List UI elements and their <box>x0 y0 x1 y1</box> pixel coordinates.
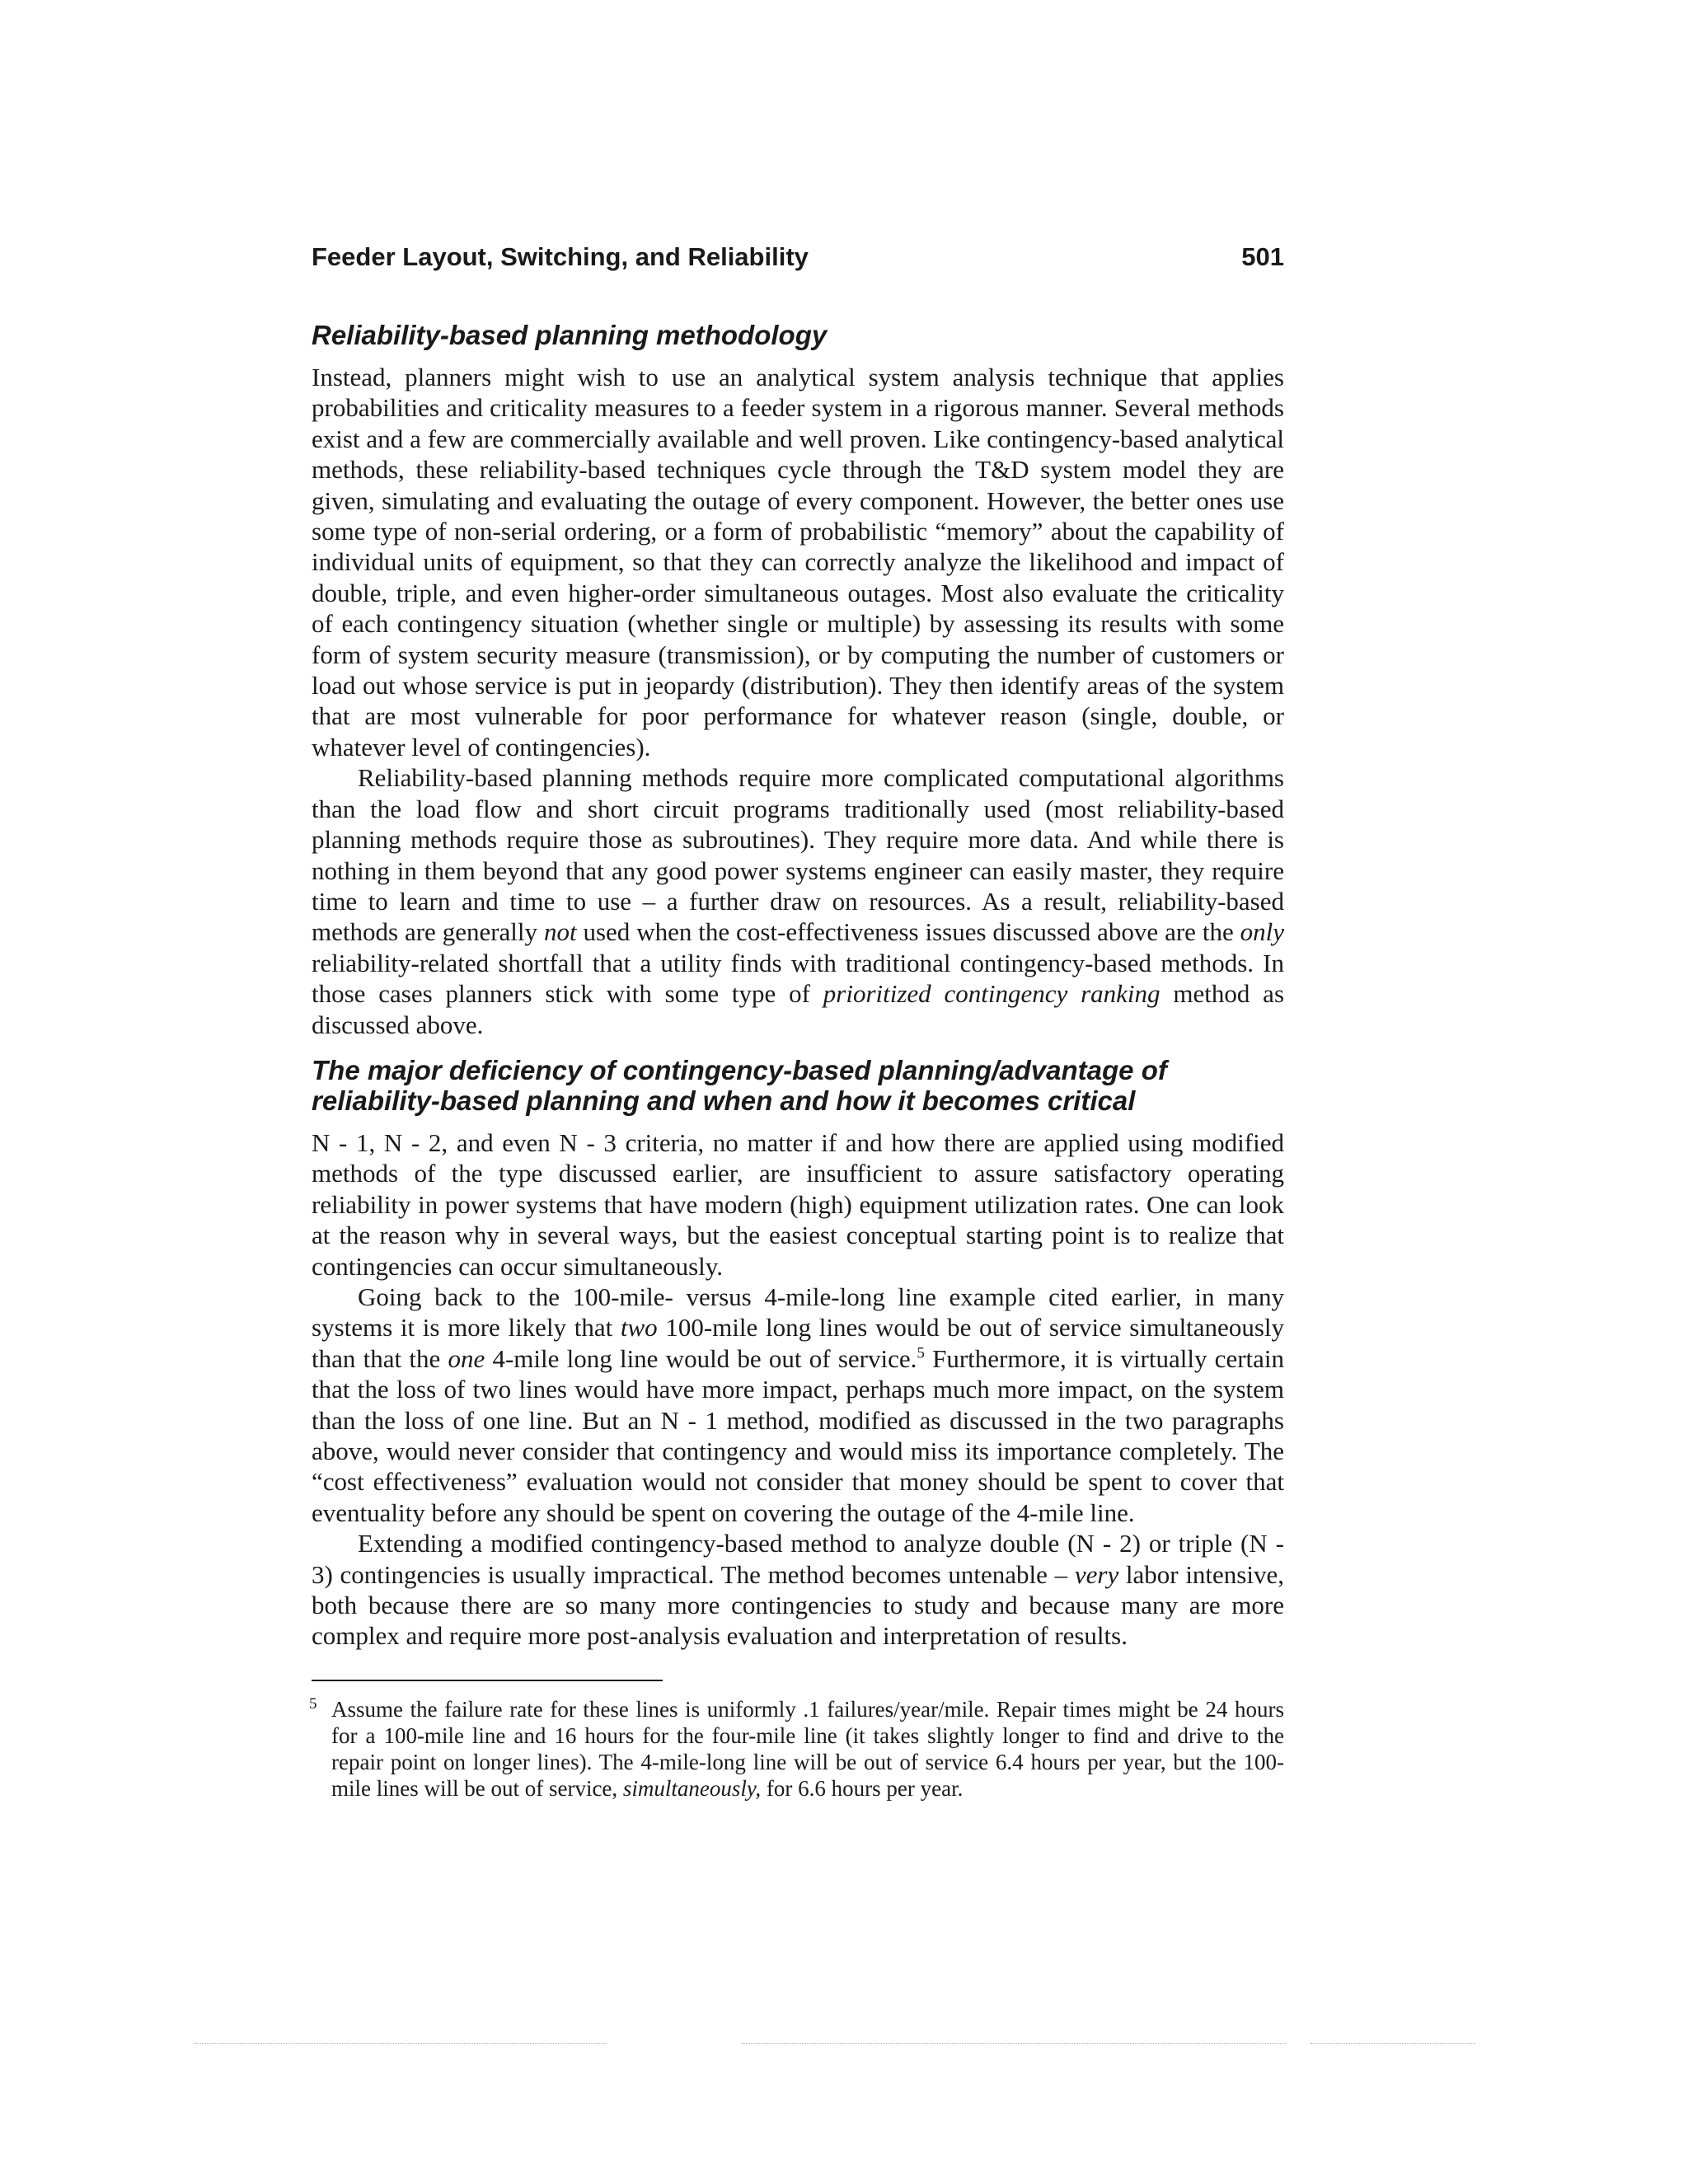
footnote-mark: 5 <box>309 1694 317 1713</box>
paragraph-reliability-intro: Instead, planners might wish to use an analytical system analysis technique that applies probabilities and criticality measures to a feeder system in a rigorous manner. Several methods exist and a few are commercially available and well proven. Like contingency-based analytical methods, these reliability-based techniques cycle through the T&D system model they are given, simulating and evaluating the outage of every component. However, the better ones use some type of non-serial ordering, or a form of probabilistic “memory” about the capability of individual units of equipment, so that they can correctly analyze the likelihood and impact of double, triple, and even higher-order simultaneous outages. Most also evaluate the criticality of each contingency situation (whether single or multiple) by assessing its results with some form of system security measure (transmission), or by computing the number of customers or load out whose service is put in jeopardy (distribution). They then identify areas of the system that are most vulnerable for poor performance for whatever reason (single, double, or whatever level of contingencies). <box>312 363 1284 762</box>
section-heading-reliability-based-planning: Reliability-based planning methodology <box>312 320 828 350</box>
paragraph-line-example: Going back to the 100-mile- versus 4-mile-long line example cited earlier, in many systems it is more likely that two 100-mile long lines would be out of service simultaneously than that the one 4-mile long line would be out of service.$^5$ Furthermore, it is virtually certain that the loss of two lines would have more impact, perhaps much more impact, on the system than the loss of one line. But an N - 1 method, modified as discussed in the two paragraphs above, would never consider that contingency and would miss its importance completely. The “cost effectiveness” evaluation would not consider that money should be spent to cover that eventuality before any should be spent on covering the outage of the 4-mile line. <box>312 1282 1285 1527</box>
paragraph-extending-method: Extending a modified contingency-based method to analyze double (N - 2) or triple (N - 3) contingencies is usually impractical. The method becomes untenable – very labor intensive, both because there are so many more contingencies to study and because many are more complex and require more post-analysis evaluation and interpretation of results. <box>312 1529 1284 1651</box>
footnote: 5 Assume the failure rate for these lines is uniformly .1 failures/year/mile. Repair times might be 24 hours for a 100-mile line and 16 hours for the four-mile line (it takes slightly longer to find and drive to the repair point on longer lines). The 4-mile-long line will be out of service 6.4 hours per year, but the 100-mile lines will be out of service, simultaneously, for 6.6 hours per year. <box>312 1696 1284 1802</box>
section-heading-major-deficiency <box>312 1055 1284 1116</box>
paragraph-n-minus-criteria: N - 1, N - 2, and even N - 3 criteria, no matter if and how there are applied using modified methods of the type discussed earlier, are insufficient to assure satisfactory operating reliability in power systems that have modern (high) equipment utilization rates. One can look at the reason why in several ways, but the easiest conceptual starting point is to realize that contingencies can occur simultaneously. <box>312 1127 1284 1281</box>
page-number: 501 <box>1241 242 1284 271</box>
footnote-reference: 5 <box>917 1344 925 1362</box>
running-header-title: Feeder Layout, Switching, and Reliability <box>312 242 809 271</box>
scan-artifact-line <box>1311 2043 1475 2044</box>
scan-artifact-line <box>195 2043 607 2044</box>
footnote-rule <box>312 1680 663 1681</box>
section-heading-line-2: reliability-based planning and when and how it becomes critical <box>312 1085 1136 1116</box>
paragraph-reliability-requirements: Reliability-based planning methods require more complicated computational algorithms than the load flow and short circuit programs traditionally used (most reliability-based planning methods require those as subroutines). They require more data. And while there is nothing in them beyond that any good power systems engineer can easily master, they require time to learn and time to use – a further draw on resources. As a result, reliability-based methods are generally not used when the cost-effectiveness issues discussed above are the only reliability-related shortfall that a utility finds with traditional contingency-based methods. In those cases planners stick with some type of prioritized contingency ranking method as discussed above. <box>312 763 1285 1039</box>
section-heading-line-1: The major deficiency of contingency-based planning/advantage of <box>312 1054 1167 1085</box>
scan-artifact-line <box>742 2043 1286 2044</box>
running-header <box>312 241 1284 274</box>
document-page <box>309 241 1285 1802</box>
